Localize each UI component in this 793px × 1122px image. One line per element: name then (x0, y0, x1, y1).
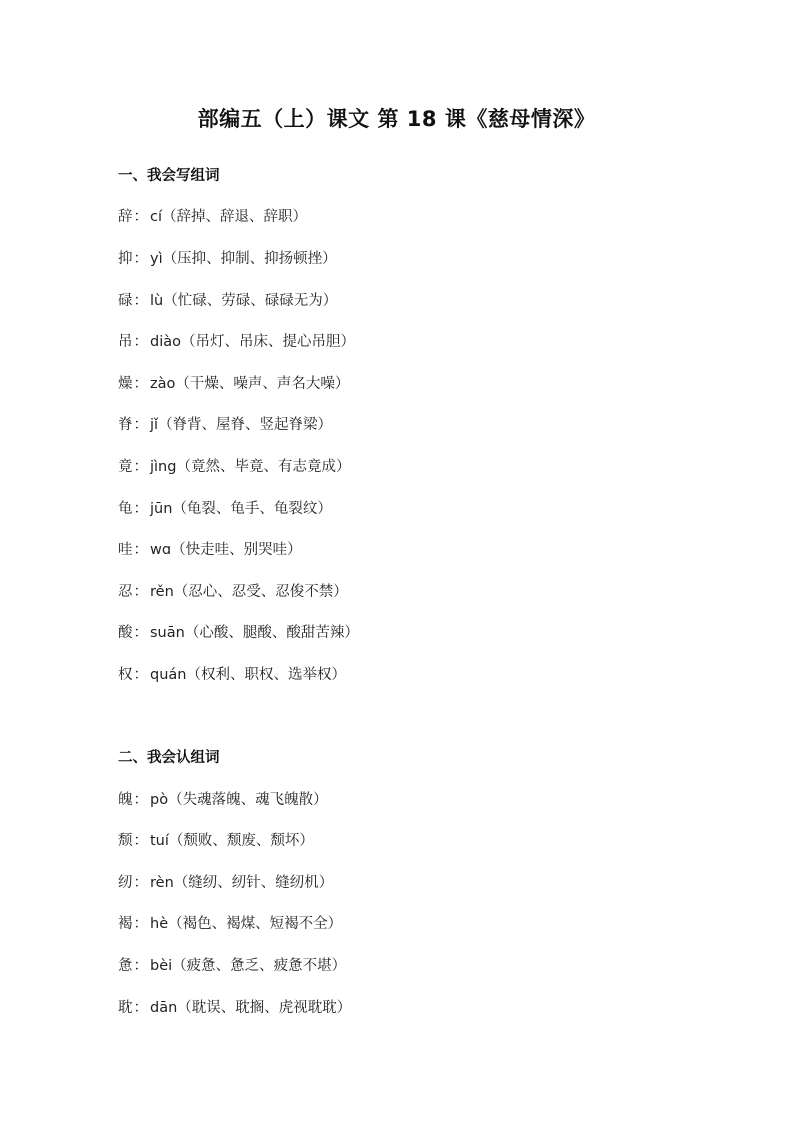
entry-separator: ： (133, 584, 148, 600)
list-item (118, 871, 333, 892)
entry-pinyin: wɑ (150, 542, 172, 558)
entry-separator: ： (133, 501, 148, 517)
entry-separator: ： (133, 293, 148, 309)
entry-pinyin: pò (150, 792, 169, 808)
list-item (118, 372, 349, 393)
entry-pinyin: rèn (150, 875, 174, 891)
entry-pinyin: yì (150, 251, 163, 267)
entry-separator: ： (133, 209, 148, 225)
entry-separator: ： (133, 376, 148, 392)
entry-char: 哇 (118, 542, 133, 558)
list-item (118, 912, 342, 933)
entry-separator: ： (133, 459, 148, 475)
document-title: 部编五（上）课文 第 18 课《慈母情深》 (197, 107, 596, 131)
entry-words: （忍心、忍受、忍俊不禁） (173, 584, 348, 600)
entry-words: （失魂落魄、魂飞魄散） (168, 792, 328, 808)
entry-char: 竟 (118, 459, 133, 475)
entry-separator: ： (133, 417, 148, 433)
entry-char: 脊 (118, 417, 133, 433)
entry-pinyin: bèi (150, 958, 173, 974)
list-item (118, 497, 332, 518)
entry-pinyin: zào (150, 376, 176, 392)
entry-words: （竟然、毕竟、有志竟成） (176, 459, 351, 475)
entry-words: （褐色、褐煤、短褐不全） (168, 916, 343, 932)
entry-pinyin: diào (150, 334, 181, 350)
entry-char: 抑 (118, 251, 133, 267)
entry-char: 耽 (118, 1000, 133, 1016)
list-item (118, 954, 346, 975)
entry-separator: ： (133, 667, 148, 683)
entry-char: 辞 (118, 209, 133, 225)
entry-char: 褐 (118, 916, 133, 932)
entry-words: （龟裂、龟手、龟裂纹） (172, 501, 332, 517)
entry-pinyin: cí (150, 209, 163, 225)
entry-separator: ： (133, 792, 148, 808)
entry-char: 魄 (118, 792, 133, 808)
entry-separator: ： (133, 958, 148, 974)
entry-pinyin: dān (150, 1000, 178, 1016)
list-item (118, 829, 314, 850)
entry-pinyin: suān (150, 625, 185, 641)
entry-words: （压抑、抑制、抑扬顿挫） (162, 251, 337, 267)
list-item (118, 247, 337, 268)
entry-separator: ： (133, 833, 148, 849)
entry-char: 龟 (118, 501, 133, 517)
entry-words: （辞掉、辞退、辞职） (162, 209, 308, 225)
list-item (118, 205, 307, 226)
entry-char: 燥 (118, 376, 133, 392)
entry-words: （忙碌、劳碌、碌碌无为） (163, 293, 338, 309)
entry-separator: ： (133, 875, 148, 891)
entry-char: 颓 (118, 833, 133, 849)
entry-pinyin: tuí (150, 833, 169, 849)
entry-pinyin: jūn (150, 501, 173, 517)
entry-pinyin: jǐ (150, 417, 159, 433)
entry-separator: ： (133, 1000, 148, 1016)
section-heading-read: 二、我会认组词 (118, 750, 220, 766)
list-item (118, 580, 348, 601)
list-item (118, 538, 302, 559)
entry-char: 酸 (118, 625, 133, 641)
entry-words: （脊背、屋脊、竖起脊梁） (158, 417, 333, 433)
list-item (118, 330, 355, 351)
entry-words: （心酸、腿酸、酸甜苦辣） (184, 625, 359, 641)
entry-separator: ： (133, 334, 148, 350)
entry-separator: ： (133, 625, 148, 641)
list-item (118, 413, 332, 434)
entry-separator: ： (133, 916, 148, 932)
list-item (118, 996, 351, 1017)
entry-pinyin: hè (150, 916, 169, 932)
list-item (118, 621, 359, 642)
entry-pinyin: lù (150, 293, 164, 309)
entry-words: （快走哇、别哭哇） (171, 542, 302, 558)
entry-char: 忍 (118, 584, 133, 600)
entry-words: （耽误、耽搁、虎视耽耽） (177, 1000, 352, 1016)
entry-char: 权 (118, 667, 133, 683)
list-item (118, 663, 346, 684)
list-item (118, 455, 350, 476)
entry-char: 碌 (118, 293, 133, 309)
entry-char: 吊 (118, 334, 133, 350)
list-item (118, 788, 328, 809)
section-heading-write: 一、我会写组词 (118, 168, 220, 184)
entry-char: 纫 (118, 875, 133, 891)
entry-separator: ： (133, 251, 148, 267)
entry-pinyin: jìng (150, 459, 177, 475)
entry-words: （权利、职权、选举权） (186, 667, 346, 683)
entry-pinyin: quán (150, 667, 187, 683)
entry-words: （缝纫、纫针、缝纫机） (173, 875, 334, 891)
entry-pinyin: rěn (150, 584, 174, 600)
entry-words: （颓败、颓废、颓坏） (168, 833, 314, 849)
entry-char: 惫 (118, 958, 133, 974)
entry-words: （疲惫、惫乏、疲惫不堪） (172, 958, 347, 974)
entry-words: （吊灯、吊床、提心吊胆） (181, 334, 355, 350)
entry-separator: ： (133, 542, 148, 558)
list-item (118, 289, 337, 310)
entry-words: （干燥、噪声、声名大噪） (175, 376, 350, 392)
